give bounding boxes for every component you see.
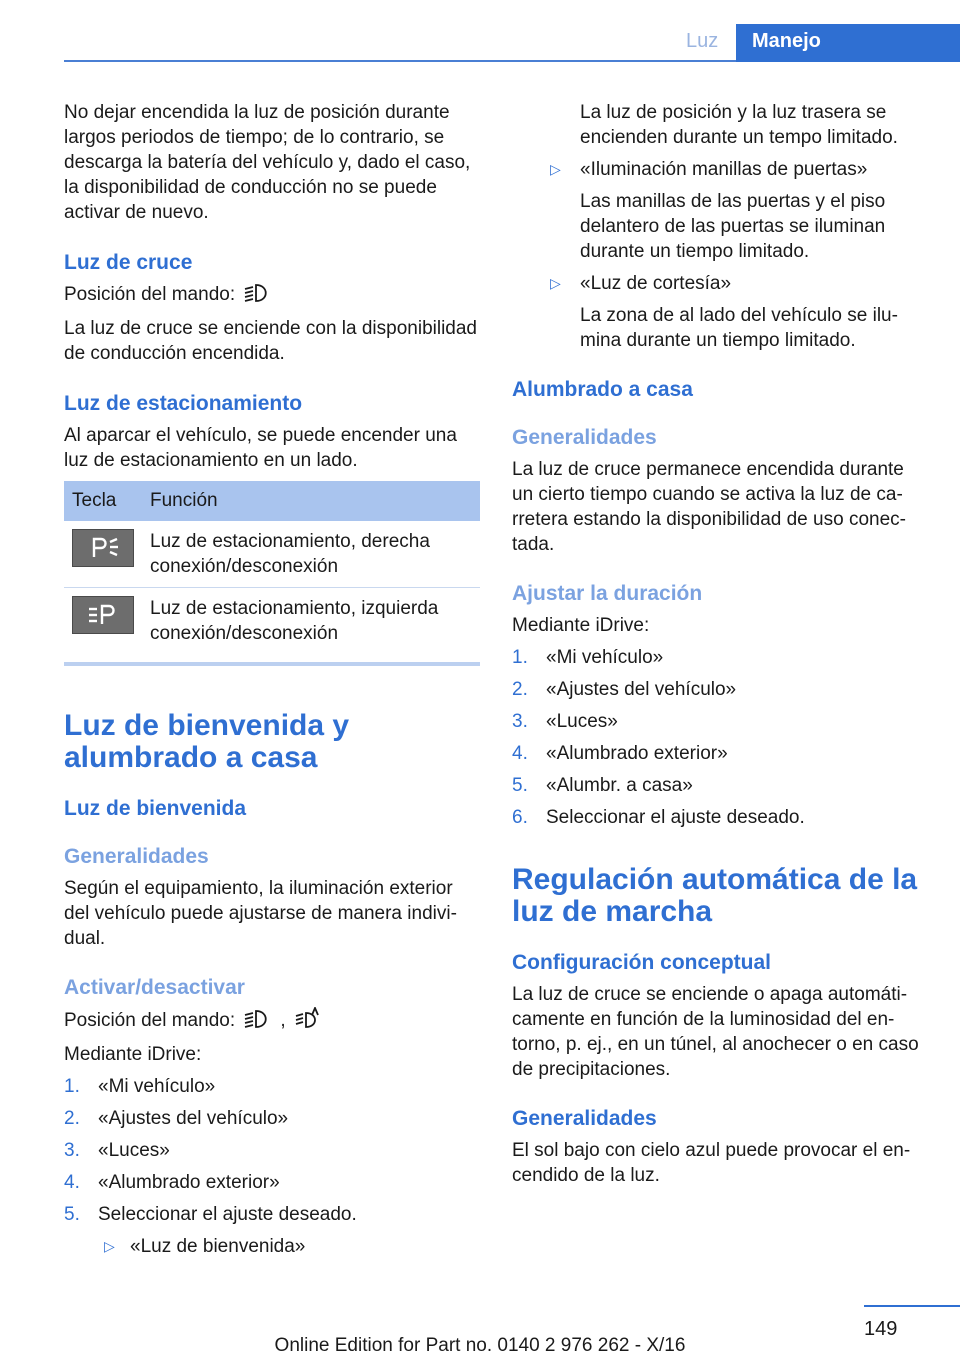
low-beam-icon xyxy=(243,283,269,310)
activar-position-label: Posición del mando: xyxy=(64,1010,236,1031)
header-chapter-tab: Manejo xyxy=(736,24,960,62)
table-cell-left-text: Luz de estacionamiento, izquierda conexión/desconexión xyxy=(150,598,439,644)
generalidades2-text: El sol bajo con cielo azul puede provocar el encendido de la luz. xyxy=(512,1140,911,1186)
right-steps xyxy=(512,645,928,830)
heading-luz-de-bienvenida: Luz de bienvenida xyxy=(64,797,247,820)
alumbrado-text: La luz de cruce permanece encendida durante un cierto tiempo cuando se activa la luz de carretera estando la disponibilidad de uso conectada. xyxy=(512,459,906,555)
estac-text: Al aparcar el vehículo, se puede encender una luz de estacionamiento en un lado. xyxy=(64,425,457,471)
triangle-bullet-icon: ▷ xyxy=(550,275,561,291)
heading-regulacion-main: Regulación automática de la luz de marcha xyxy=(512,863,918,928)
intro-paragraph: No dejar encendida la luz de posición durante largos periodos de tiempo; de lo contrario, se descarga la batería del vehículo y, dado el caso, la disponibilidad de conducción no se puede activar de nuevo. xyxy=(64,102,471,223)
cruce-text: La luz de cruce se enciende con la disponibilidad de conducción encendida. xyxy=(64,318,477,364)
list-item: 2. «Ajustes del vehículo» xyxy=(64,1108,289,1129)
table-bottom-rule xyxy=(64,662,480,666)
bullet2-text: La zona de al lado del vehículo se ilumina durante un tiempo limitado. xyxy=(580,305,898,351)
table-col-funcion: Función xyxy=(142,481,480,521)
activar-position-line xyxy=(64,1007,480,1036)
list-item: 3. «Luces» xyxy=(512,711,618,732)
heading-generalidades-2: Generalidades xyxy=(512,1107,657,1130)
footer-edition: Online Edition for Part no. 0140 2 976 262 - X/16 xyxy=(274,1335,686,1356)
right-bullets xyxy=(512,157,928,182)
left-column xyxy=(64,100,480,1259)
table-col-tecla: Tecla xyxy=(64,481,142,521)
cruce-position-line xyxy=(64,282,480,310)
list-item: 1. «Mi vehículo» xyxy=(64,1076,216,1097)
table-header-row xyxy=(64,481,480,521)
table-cell-right-text: Luz de estacionamiento, derecha conexión/desconexión xyxy=(142,521,480,588)
triangle-bullet-icon: ▷ xyxy=(104,1238,115,1254)
page-number: 149 xyxy=(864,1318,898,1340)
list-item: ▷ «Iluminación manillas de puertas» xyxy=(550,159,868,180)
left-sub-bullets xyxy=(64,1234,480,1259)
configuracion-text: La luz de cruce se enciende o apaga automáticamente en función de la luminosidad del entorno, p. ej., en un túnel, al anochecer o en caso de precipitaciones. xyxy=(512,984,919,1080)
left-steps xyxy=(64,1074,480,1227)
right-column xyxy=(512,100,928,1188)
heading-ajustar-duracion: Ajustar la duración xyxy=(512,582,703,605)
heading-generalidades-right: Generalidades xyxy=(512,426,657,449)
idrive-label: Mediante iDrive: xyxy=(64,1044,202,1065)
page-number-rule xyxy=(864,1305,960,1307)
auto-headlight-icon xyxy=(294,1007,322,1036)
list-item: 4. «Alumbrado exterior» xyxy=(512,743,728,764)
continued-text: La luz de posición y la luz trasera se encienden durante un tempo limitado. xyxy=(580,102,898,148)
low-beam-icon xyxy=(243,1009,269,1036)
idrive-label-right: Mediante iDrive: xyxy=(512,615,650,636)
list-item: 1. «Mi vehículo» xyxy=(512,647,664,668)
list-item: 3. «Luces» xyxy=(64,1140,170,1161)
right-bullets-2 xyxy=(512,271,928,296)
parking-light-right-icon xyxy=(72,529,134,567)
heading-bienvenida-main: Luz de bienvenida y alumbrado a casa xyxy=(64,709,350,774)
generalidades-text: Según el equipamiento, la iluminación exterior del vehículo puede ajustarse de manera individual. xyxy=(64,878,457,949)
list-item: 4. «Alumbrado exterior» xyxy=(64,1172,280,1193)
icon-separator: , xyxy=(280,1010,286,1031)
list-item: 2. «Ajustes del vehículo» xyxy=(512,679,737,700)
header-section: Luz xyxy=(686,30,719,52)
table-row xyxy=(64,588,480,655)
heading-configuracion: Configuración conceptual xyxy=(512,951,772,974)
heading-alumbrado-a-casa: Alumbrado a casa xyxy=(512,378,693,401)
parking-light-left-icon xyxy=(72,596,134,634)
parking-light-table xyxy=(64,481,480,654)
cruce-position-label: Posición del mando: xyxy=(64,284,236,305)
heading-generalidades: Generalidades xyxy=(64,845,209,868)
list-item: 6. Seleccionar el ajuste deseado. xyxy=(512,807,805,828)
list-item: ▷ «Luz de bienvenida» xyxy=(104,1236,306,1257)
list-item: 5. «Alumbr. a casa» xyxy=(512,775,693,796)
table-row xyxy=(64,521,480,588)
list-item: ▷ «Luz de cortesía» xyxy=(550,273,732,294)
list-item: 5. Seleccionar el ajuste deseado. xyxy=(64,1204,357,1225)
bullet1-text: Las manillas de las puertas y el piso delantero de las puertas se iluminan durante un tiempo limitado. xyxy=(580,191,886,262)
heading-luz-de-cruce: Luz de cruce xyxy=(64,251,193,274)
triangle-bullet-icon: ▷ xyxy=(550,161,561,177)
heading-luz-de-estacionamiento: Luz de estacionamiento xyxy=(64,392,303,415)
heading-activar-desactivar: Activar/desactivar xyxy=(64,976,245,999)
